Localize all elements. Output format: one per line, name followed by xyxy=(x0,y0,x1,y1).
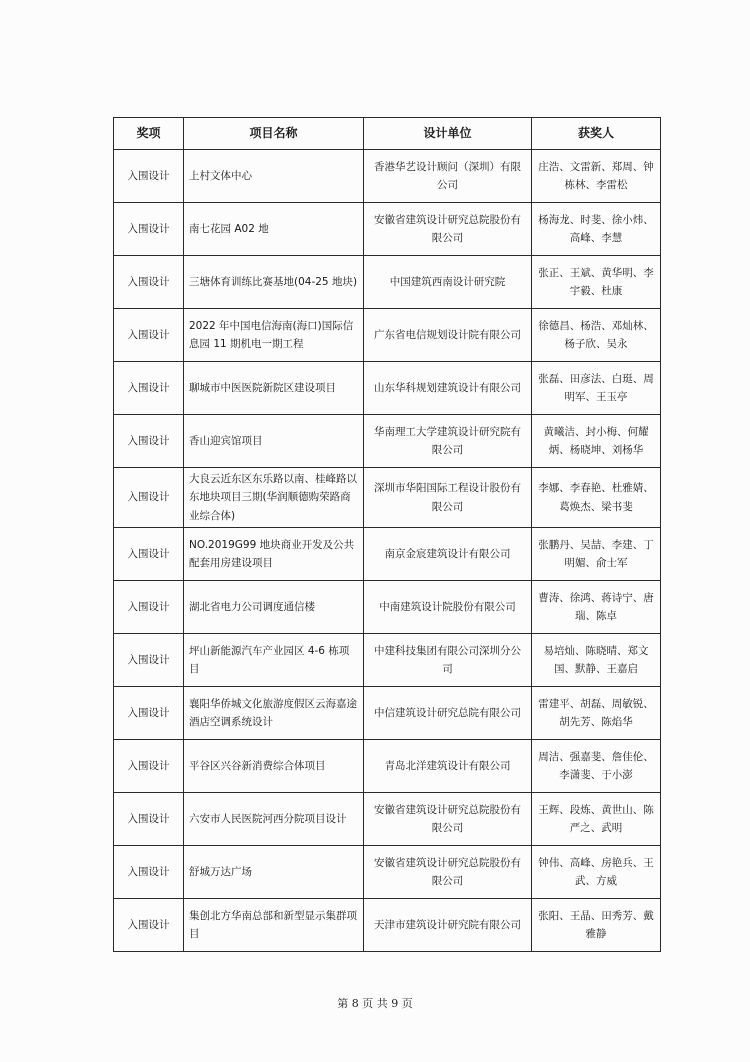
page-footer: 第 8 页 共 9 页 xyxy=(337,997,413,1010)
cell-design-unit: 安徽省建筑设计研究总院股份有限公司 xyxy=(364,203,532,256)
table-row xyxy=(114,634,661,687)
cell-award: 入围设计 xyxy=(114,899,184,952)
cell-award: 入围设计 xyxy=(114,468,184,528)
cell-award: 入围设计 xyxy=(114,581,184,634)
cell-design-unit: 中建科技集团有限公司深圳分公司 xyxy=(364,634,532,687)
table-row xyxy=(114,362,661,415)
table-row xyxy=(114,687,661,740)
cell-winners: 杨海龙、时斐、徐小炜、高峰、李慧 xyxy=(532,203,661,256)
cell-project: 襄阳华侨城文化旅游度假区云海嘉途酒店空调系统设计 xyxy=(184,687,364,740)
cell-winners: 张正、王斌、黄华明、李宇毅、杜康 xyxy=(532,256,661,309)
table-row xyxy=(114,309,661,362)
cell-award: 入围设计 xyxy=(114,528,184,581)
cell-project: 2022 年中国电信海南(海口)国际信息园 11 期机电一期工程 xyxy=(184,309,364,362)
table-row xyxy=(114,581,661,634)
table-body xyxy=(114,150,661,952)
cell-project: 香山迎宾馆项目 xyxy=(184,415,364,468)
header-award: 奖项 xyxy=(114,118,184,150)
cell-design-unit: 安徽省建筑设计研究总院股份有限公司 xyxy=(364,793,532,846)
cell-design-unit: 中信建筑设计研究总院有限公司 xyxy=(364,687,532,740)
cell-award: 入围设计 xyxy=(114,256,184,309)
cell-award: 入围设计 xyxy=(114,740,184,793)
cell-design-unit: 中南建筑设计院股份有限公司 xyxy=(364,581,532,634)
cell-award: 入围设计 xyxy=(114,634,184,687)
cell-design-unit: 安徽省建筑设计研究总院股份有限公司 xyxy=(364,846,532,899)
cell-award: 入围设计 xyxy=(114,309,184,362)
cell-design-unit: 山东华科规划建筑设计有限公司 xyxy=(364,362,532,415)
cell-design-unit: 华南理工大学建筑设计研究院有限公司 xyxy=(364,415,532,468)
cell-winners: 雷建平、胡磊、周敏锐、胡先芳、陈焰华 xyxy=(532,687,661,740)
cell-winners: 张鹏丹、吴喆、李建、丁明媚、俞士军 xyxy=(532,528,661,581)
cell-winners: 钟伟、高峰、房艳兵、王武、方威 xyxy=(532,846,661,899)
cell-winners: 张阳、王晶、田秀芳、戴雅静 xyxy=(532,899,661,952)
cell-project: 坪山新能源汽车产业园区 4-6 栋项目 xyxy=(184,634,364,687)
header-unit: 设计单位 xyxy=(364,118,532,150)
cell-winners: 易培灿、陈晓晴、郑文国、默静、王嘉启 xyxy=(532,634,661,687)
cell-project: 上村文体中心 xyxy=(184,150,364,203)
cell-project: 聊城市中医医院新院区建设项目 xyxy=(184,362,364,415)
cell-award: 入围设计 xyxy=(114,203,184,256)
cell-winners: 李娜、李春艳、杜雅婧、葛焕杰、梁书斐 xyxy=(532,468,661,528)
cell-design-unit: 中国建筑西南设计研究院 xyxy=(364,256,532,309)
cell-winners: 曹涛、徐鸿、蒋诗宁、唐瑞、陈卓 xyxy=(532,581,661,634)
table-row xyxy=(114,203,661,256)
cell-design-unit: 天津市建筑设计研究院有限公司 xyxy=(364,899,532,952)
table-row xyxy=(114,793,661,846)
awards-table xyxy=(113,117,661,952)
cell-winners: 周洁、强嘉斐、詹佳伦、李潇斐、于小澎 xyxy=(532,740,661,793)
cell-project: 平谷区兴谷新消费综合体项目 xyxy=(184,740,364,793)
cell-project: NO.2019G99 地块商业开发及公共配套用房建设项目 xyxy=(184,528,364,581)
table-row xyxy=(114,899,661,952)
cell-award: 入围设计 xyxy=(114,846,184,899)
header-winners: 获奖人 xyxy=(532,118,661,150)
cell-award: 入围设计 xyxy=(114,687,184,740)
cell-project: 舒城万达广场 xyxy=(184,846,364,899)
cell-winners: 庄浩、文雷新、郑周、钟栋林、李雷松 xyxy=(532,150,661,203)
cell-winners: 徐德昌、杨浩、邓灿林、杨子欣、吴永 xyxy=(532,309,661,362)
cell-winners: 黄曦洁、封小梅、何耀炳、杨晓坤、刘杨华 xyxy=(532,415,661,468)
cell-design-unit: 深圳市华阳国际工程设计股份有限公司 xyxy=(364,468,532,528)
cell-project: 湖北省电力公司调度通信楼 xyxy=(184,581,364,634)
cell-design-unit: 青岛北洋建筑设计有限公司 xyxy=(364,740,532,793)
cell-project: 集创北方华南总部和新型显示集群项目 xyxy=(184,899,364,952)
cell-award: 入围设计 xyxy=(114,415,184,468)
cell-design-unit: 香港华艺设计顾问（深圳）有限公司 xyxy=(364,150,532,203)
cell-project: 大良云近东区东乐路以南、桂峰路以东地块项目三期(华润顺德购荣路商业综合体) xyxy=(184,468,364,528)
cell-design-unit: 南京金宸建筑设计有限公司 xyxy=(364,528,532,581)
header-project: 项目名称 xyxy=(184,118,364,150)
cell-winners: 张磊、田彦法、白珽、周明军、王玉亭 xyxy=(532,362,661,415)
table-row xyxy=(114,415,661,468)
table-row xyxy=(114,846,661,899)
cell-award: 入围设计 xyxy=(114,150,184,203)
cell-award: 入围设计 xyxy=(114,362,184,415)
cell-winners: 王辉、段炼、黄世山、陈严之、武明 xyxy=(532,793,661,846)
table-header-row xyxy=(114,118,661,150)
cell-award: 入围设计 xyxy=(114,793,184,846)
cell-project: 南七花园 A02 地 xyxy=(184,203,364,256)
table-row xyxy=(114,468,661,528)
table-row xyxy=(114,150,661,203)
table-row xyxy=(114,528,661,581)
cell-project: 六安市人民医院河西分院项目设计 xyxy=(184,793,364,846)
cell-project: 三塘体育训练比赛基地(04-25 地块) xyxy=(184,256,364,309)
table-row xyxy=(114,740,661,793)
cell-design-unit: 广东省电信规划设计院有限公司 xyxy=(364,309,532,362)
table-row xyxy=(114,256,661,309)
